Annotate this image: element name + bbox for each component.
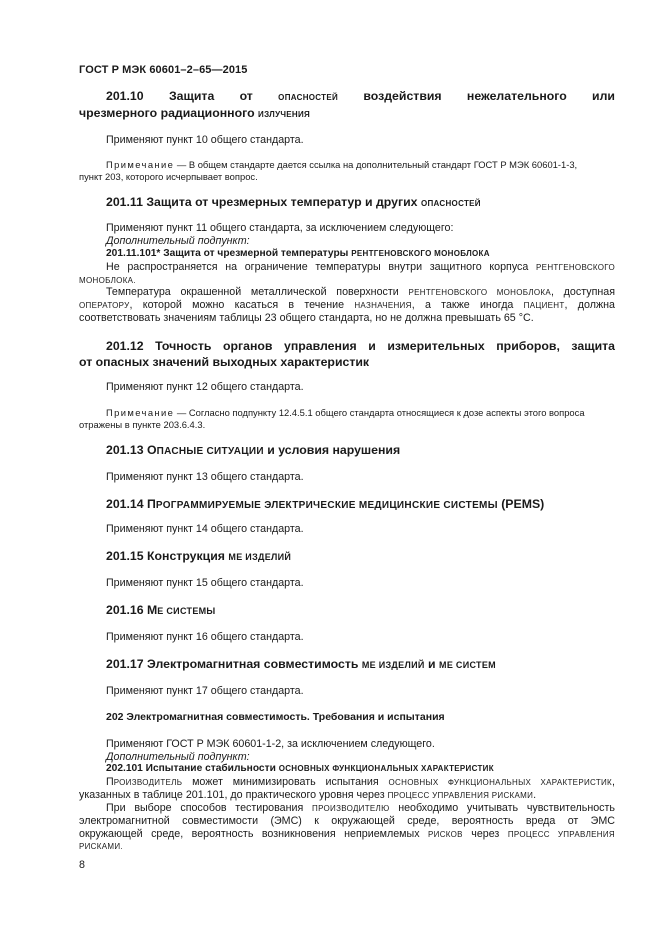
section-201-14-body: Применяют пункт 14 общего стандарта. [106,523,304,535]
subsection-202-101-p2-line4: РИСКАМИ. [79,842,123,851]
section-201-11-body: Применяют пункт 11 общего стандарта, за исключением следующего: [106,222,454,234]
document-header: ГОСТ Р МЭК 60601–2–65—2015 [79,64,248,76]
section-201-16-title: 201.16 МЕ СИСТЕМЫ [106,603,216,617]
subsection-202-101-p2-line1: При выборе способов тестирования ПРОИЗВОДИТЕЛЮ необходимо учитывать чувствительность [106,802,615,814]
subsection-201-11-101-p1-line2: МОНОБЛОКА. [79,276,136,285]
section-201-10-body: Применяют пункт 10 общего стандарта. [106,134,304,146]
section-201-15-body: Применяют пункт 15 общего стандарта. [106,577,304,589]
section-201-10-note: Примечание — В общем стандарте дается ссылка на дополнительный стандарт ГОСТ Р МЭК 60601-1-3, [106,159,578,170]
section-201-12-title-line1: 201.12 Точность органов управления и измерительных приборов, защита [106,339,615,353]
subsection-201-11-101-p2-line3: соответствовать значениям таблицы 23 общего стандарта, но не должна превышать 65 °С. [79,312,534,324]
section-201-12-note-cont: отражены в пункте 203.6.4.3. [79,419,206,430]
section-201-11-additional: Дополнительный подпункт: [106,235,250,247]
section-201-16-body: Применяют пункт 16 общего стандарта. [106,631,304,643]
section-202-body: Применяют ГОСТ Р МЭК 60601-1-2, за исключением следующего. [106,738,435,750]
subsection-201-11-101-p2-line2: ОПЕРАТОРУ, которой можно касаться в течение НАЗНАЧЕНИЯ, а также иногда ПАЦИЕНТ, должна [79,299,615,311]
section-202-additional: Дополнительный подпункт: [106,751,250,763]
subsection-202-101-p2-line3: окружающей среде, вероятность возникновения неприемлемых РИСКОВ через ПРОЦЕСС УПРАВЛЕНИЯ [79,828,615,840]
subsection-201-11-101-p1-line1: Не распространяется на ограничение температуры внутри защитного корпуса РЕНТГЕНОВСКОГО [106,261,615,273]
section-202-title: 202 Электромагнитная совместимость. Требования и испытания [106,711,445,723]
section-201-10-note-cont: пункт 203, которого исчерпывает вопрос. [79,171,258,182]
section-201-11-title: 201.11 Защита от чрезмерных температур и других ОПАСНОСТЕЙ [106,195,481,209]
section-201-14-title: 201.14 ПРОГРАММИРУЕМЫЕ ЭЛЕКТРИЧЕСКИЕ МЕДИЦИНСКИЕ СИСТЕМЫ (PEMS) [106,497,545,511]
section-201-15-title: 201.15 Конструкция МЕ ИЗДЕЛИЙ [106,549,292,563]
subsection-202-101-title: 202.101 Испытание стабильности ОСНОВНЫХ ФУНКЦИОНАЛЬНЫХ ХАРАКТЕРИСТИК [106,763,494,774]
section-201-12-note: Примечание — Согласно подпункту 12.4.5.1 общего стандарта относящиеся к дозе аспекты этого вопроса [106,407,585,418]
section-201-10-title-line1: 201.10 Защита от ОПАСНОСТЕЙ воздействия нежелательного или [106,89,615,103]
subsection-202-101-p1-line2: указанных в таблице 201.101, до практического уровня через ПРОЦЕСС УПРАВЛЕНИЯ РИСКАМИ. [79,789,537,801]
section-201-10-title-line2: чрезмерного радиационного ИЗЛУЧЕНИЯ [79,106,311,120]
section-201-13-title: 201.13 ОПАСНЫЕ СИТУАЦИИ и условия нарушения [106,443,401,457]
subsection-202-101-p2-line2: электромагнитной совместимости (ЭМС) к окружающей среде, вероятность вреда от ЭМС [79,815,615,827]
subsection-201-11-101-p2-line1: Температура окрашенной металлической поверхности РЕНТГЕНОВСКОГО МОНОБЛОКА, доступная [106,286,615,298]
section-201-12-title-line2: от опасных значений выходных характеристик [79,355,370,369]
section-201-17-title: 201.17 Электромагнитная совместимость МЕ ИЗДЕЛИЙ и МЕ СИСТЕМ [106,657,496,671]
section-201-12-body: Применяют пункт 12 общего стандарта. [106,381,304,393]
section-201-17-body: Применяют пункт 17 общего стандарта. [106,685,304,697]
section-201-13-body: Применяют пункт 13 общего стандарта. [106,471,304,483]
page-number: 8 [79,859,85,871]
subsection-201-11-101-title: 201.11.101* Защита от чрезмерной температуры РЕНТГЕНОВСКОГО МОНОБЛОКА [106,248,490,259]
subsection-202-101-p1-line1: ПРОИЗВОДИТЕЛЬ может минимизировать испытания ОСНОВНЫХ ФУНКЦИОНАЛЬНЫХ ХАРАКТЕРИСТИК, [106,776,615,788]
